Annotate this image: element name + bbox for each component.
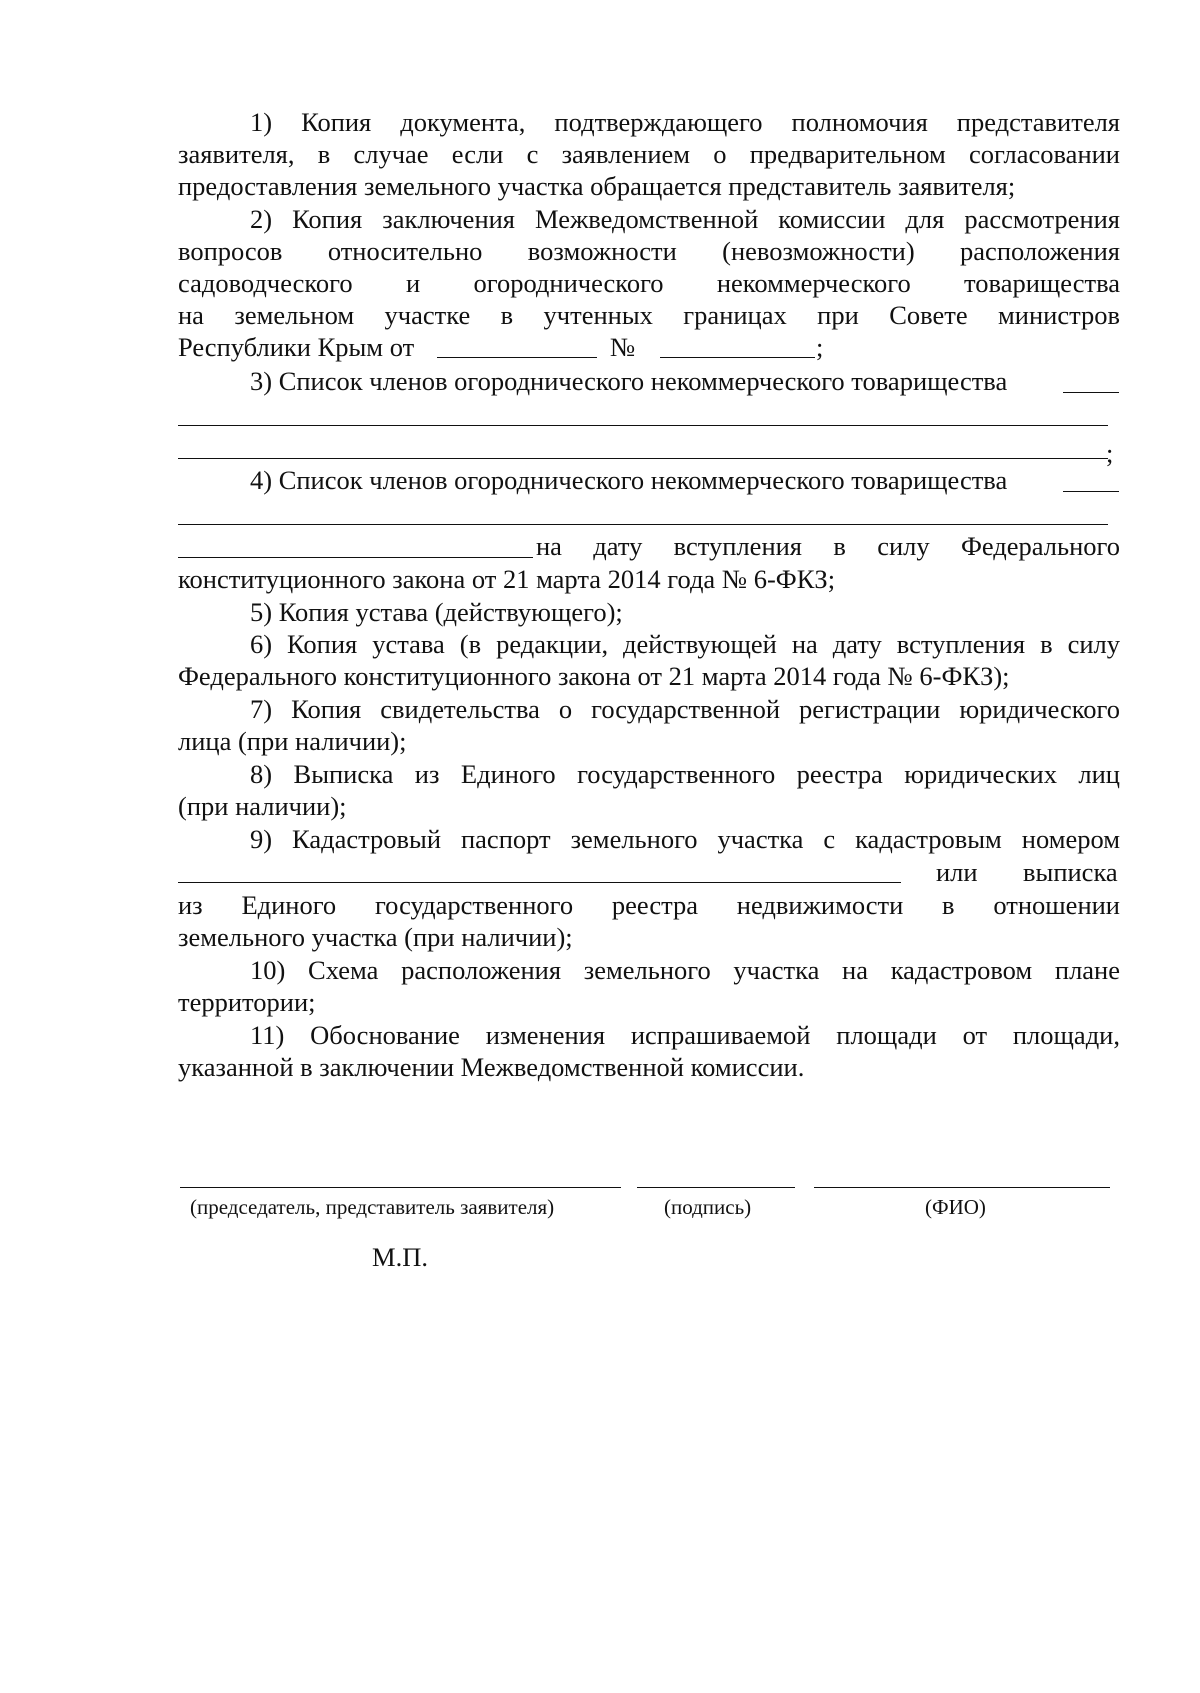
item-7-line-1: 7) Копия свидетельства о государственной регистрации юридического bbox=[250, 694, 1120, 724]
item-4-blank-tail bbox=[1063, 491, 1119, 492]
item-5: 5) Копия устава (действующего); bbox=[250, 597, 623, 627]
item-6-line-1: 6) Копия устава (в редакции, действующей на дату вступления в силу bbox=[250, 629, 1120, 659]
signature-caption: (подпись) bbox=[664, 1195, 752, 1219]
item-6-line-2: Федерального конституционного закона от 21 марта 2014 года № 6-ФКЗ); bbox=[178, 661, 1010, 691]
item-3-blank-line-3 bbox=[178, 458, 1108, 459]
item-8-line-2: (при наличии); bbox=[178, 791, 347, 821]
item-10-line-2: территории; bbox=[178, 987, 316, 1017]
number-blank bbox=[660, 357, 815, 358]
item-2-line-2: вопросов относительно возможности (невозможности) расположения bbox=[178, 236, 1120, 266]
date-blank bbox=[437, 357, 597, 358]
item-9-line-4: земельного участка (при наличии); bbox=[178, 922, 573, 952]
name-caption: (ФИО) bbox=[925, 1195, 986, 1219]
cadastral-number-blank bbox=[178, 882, 901, 883]
item-7-line-2: лица (при наличии); bbox=[178, 726, 407, 756]
item-8-line-1: 8) Выписка из Единого государственного реестра юридических лиц bbox=[250, 759, 1120, 789]
item-3-blank-tail bbox=[1063, 392, 1119, 393]
name-signature-line bbox=[814, 1187, 1110, 1188]
item-4-line-4: конституционного закона от 21 марта 2014 года № 6-ФКЗ; bbox=[178, 564, 836, 594]
item-4-line-3-text: на дату вступления в силу Федерального bbox=[536, 531, 1120, 561]
item-4-blank-line-2 bbox=[178, 524, 1108, 525]
item-1-line-1: 1) Копия документа, подтверждающего полномочия представителя bbox=[250, 107, 1120, 137]
item-2-line-3: садоводческого и огороднического некоммерческого товарищества bbox=[178, 268, 1120, 298]
item-11-line-1: 11) Обоснование изменения испрашиваемой площади от площади, bbox=[250, 1020, 1120, 1050]
item-2-line-1: 2) Копия заключения Межведомственной комиссии для рассмотрения bbox=[250, 204, 1120, 234]
item-9-or: или bbox=[936, 857, 978, 887]
item-1-line-2: заявителя, в случае если с заявлением о предварительном согласовании bbox=[178, 139, 1120, 169]
number-sign: № bbox=[610, 332, 636, 362]
item-2-semicolon: ; bbox=[816, 332, 824, 362]
item-3-blank-line-2 bbox=[178, 425, 1108, 426]
item-4-blank-line-3 bbox=[178, 557, 533, 558]
role-caption: (председатель, представитель заявителя) bbox=[190, 1195, 555, 1219]
item-9-line-3: из Единого государственного реестра недвижимости в отношении bbox=[178, 890, 1120, 920]
item-4-line-1: 4) Список членов огороднического некоммерческого товарищества bbox=[250, 465, 1008, 495]
stamp-place-label: М.П. bbox=[372, 1242, 428, 1272]
item-1-line-3: предоставления земельного участка обращается представитель заявителя; bbox=[178, 171, 1016, 201]
role-signature-line bbox=[180, 1187, 621, 1188]
item-10-line-1: 10) Схема расположения земельного участка на кадастровом плане bbox=[250, 955, 1120, 985]
item-2-line-4: на земельном участке в учтенных границах при Совете министров bbox=[178, 300, 1120, 330]
item-9-extract: выписка bbox=[1023, 857, 1118, 887]
item-11-line-2: указанной в заключении Межведомственной комиссии. bbox=[178, 1052, 805, 1082]
item-2-line-5-prefix: Республики Крым от bbox=[178, 332, 415, 362]
item-3-semicolon: ; bbox=[1106, 438, 1114, 468]
item-3-line-1: 3) Список членов огороднического некоммерческого товарищества bbox=[250, 366, 1008, 396]
item-9-line-1: 9) Кадастровый паспорт земельного участка с кадастровым номером bbox=[250, 824, 1120, 854]
signature-line bbox=[637, 1187, 795, 1188]
